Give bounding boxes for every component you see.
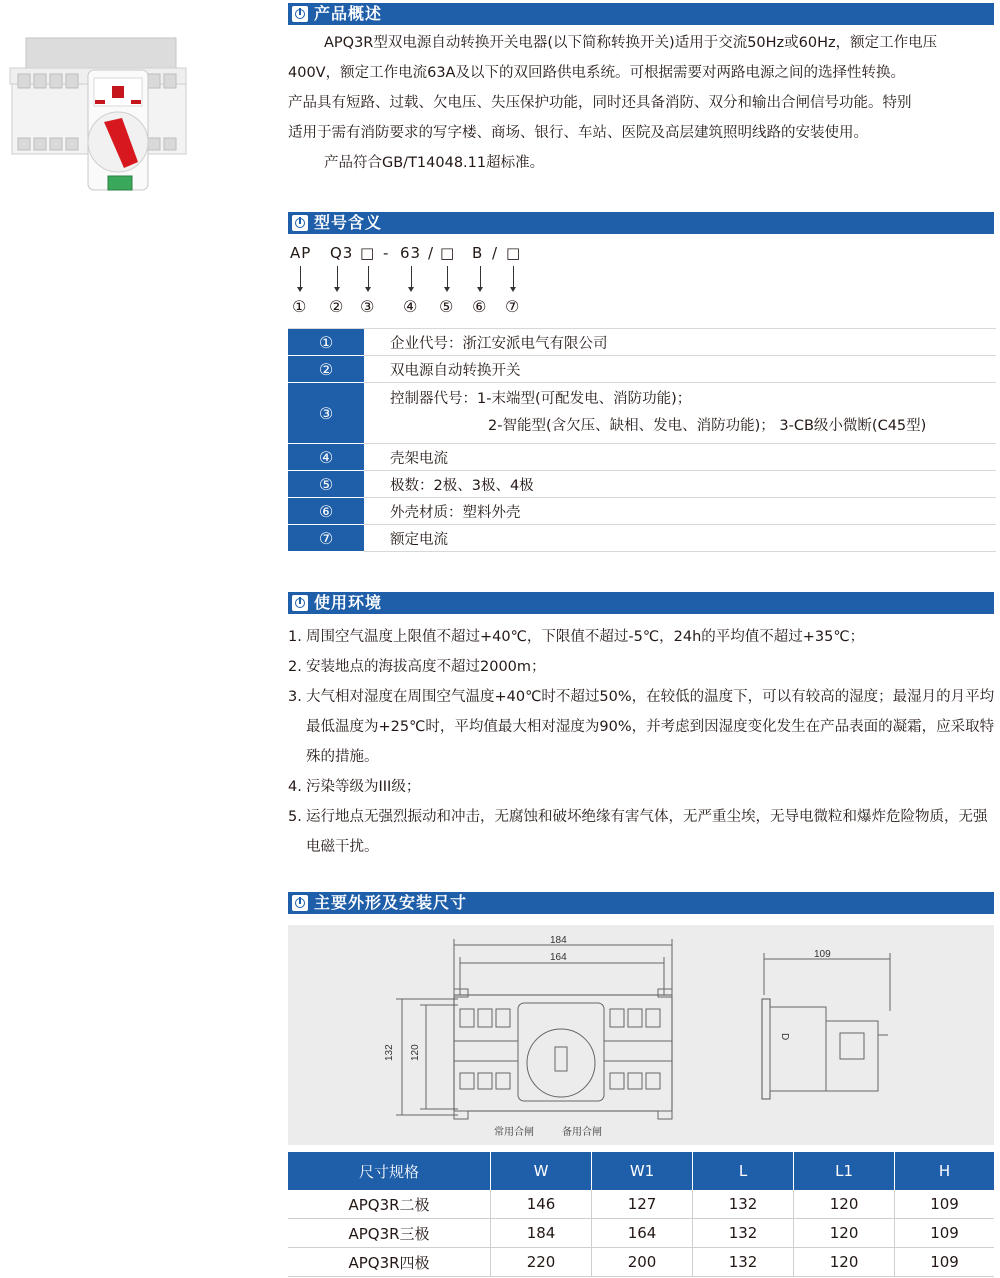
power-icon — [292, 895, 308, 911]
table-cell: 120 — [794, 1248, 895, 1277]
code-part: □ — [440, 244, 456, 262]
list-item — [288, 802, 1000, 862]
section-header-model — [288, 212, 994, 234]
section-header-dimensions — [288, 892, 994, 914]
code-part: □ — [506, 244, 522, 262]
section-header-overview — [288, 3, 994, 25]
arrow-down-icon — [337, 266, 338, 290]
table-cell: 132 — [693, 1219, 794, 1248]
list-item — [288, 772, 1000, 802]
table-cell: 164 — [592, 1219, 693, 1248]
row-number: ⑦ — [288, 525, 364, 552]
table-cell: APQ3R二极 — [288, 1190, 491, 1219]
row-description — [364, 383, 996, 444]
power-icon — [292, 215, 308, 231]
column-header: 尺寸规格 — [288, 1152, 491, 1190]
code-part: B — [472, 244, 484, 262]
section-title: 主要外形及安装尺寸 — [314, 893, 468, 912]
product-photo — [8, 30, 188, 200]
table-row — [288, 1190, 994, 1219]
item-number: 5. — [288, 809, 302, 825]
code-marker: ⑦ — [505, 297, 520, 316]
dim-width-outer: 184 — [550, 935, 567, 946]
code-part: - — [383, 244, 390, 262]
list-item — [288, 682, 1000, 772]
item-text: 周围空气温度上限值不超过+40℃，下限值不超过-5℃，24h的平均值不超过+35℃； — [306, 629, 865, 645]
table-cell: 220 — [491, 1248, 592, 1277]
table-cell: 109 — [895, 1190, 994, 1219]
item-text: 运行地点无强烈振动和冲击，无腐蚀和破坏绝缘有害气体，无严重尘埃，无导电微粒和爆炸危险物质，无强电磁干扰。 — [306, 809, 988, 855]
table-cell: 200 — [592, 1248, 693, 1277]
code-part: / — [492, 244, 499, 262]
arrow-down-icon — [480, 266, 481, 290]
code-part: AP — [290, 244, 312, 262]
row-description: 极数：2极、3极、4极 — [364, 471, 996, 498]
code-part: □ — [360, 244, 376, 262]
overview-line: APQ3R型双电源自动转换开关电器(以下简称转换开关)适用于交流50Hz或60Hz，额定工作电压 — [324, 35, 938, 51]
code-marker: ③ — [360, 297, 375, 316]
overview-line: 400V，额定工作电流63A及以下的双回路供电系统。可根据需要对两路电源之间的选择性转换。 — [288, 65, 905, 81]
overview-line: 产品具有短路、过载、欠电压、失压保护功能，同时还具备消防、双分和输出合闸信号功能。特别 — [288, 95, 912, 111]
item-text: 安装地点的海拔高度不超过2000m； — [306, 659, 546, 675]
table-header-row — [288, 1152, 994, 1190]
table-cell: 184 — [491, 1219, 592, 1248]
row-description-line: 2-智能型(含欠压、缺相、发电、消防功能)； 3-CB级小微断(C45型) — [488, 418, 927, 434]
dim-depth: 109 — [814, 949, 831, 960]
table-cell: APQ3R三极 — [288, 1219, 491, 1248]
table-cell: 120 — [794, 1219, 895, 1248]
code-marker: ④ — [403, 297, 418, 316]
table-row — [288, 1248, 994, 1277]
table-row — [288, 383, 996, 444]
table-row — [288, 525, 996, 552]
item-number: 4. — [288, 779, 302, 795]
item-text: 污染等级为III级； — [306, 779, 421, 795]
arrow-down-icon — [447, 266, 448, 290]
row-number: ② — [288, 356, 364, 383]
column-header: W — [491, 1152, 592, 1190]
power-icon — [292, 6, 308, 22]
section-title: 产品概述 — [314, 4, 383, 23]
row-number: ④ — [288, 444, 364, 471]
table-cell: 109 — [895, 1248, 994, 1277]
section-header-environment — [288, 592, 994, 614]
transfer-switch-illustration — [8, 30, 188, 200]
table-cell: 146 — [491, 1190, 592, 1219]
item-number: 1. — [288, 629, 302, 645]
table-row — [288, 444, 996, 471]
column-header: W1 — [592, 1152, 693, 1190]
dim-width-inner: 164 — [550, 952, 567, 963]
arrow-down-icon — [411, 266, 412, 290]
outline-drawing-svg — [288, 925, 994, 1145]
row-number: ⑥ — [288, 498, 364, 525]
dim-height-inner: 120 — [410, 1044, 421, 1061]
power-icon — [292, 595, 308, 611]
code-marker: ⑥ — [472, 297, 487, 316]
list-item — [288, 652, 1000, 682]
size-spec-table — [288, 1152, 994, 1277]
model-meaning-table — [288, 328, 996, 552]
side-letter: D — [779, 1033, 790, 1041]
code-marker: ⑤ — [439, 297, 454, 316]
row-description: 企业代号：浙江安派电气有限公司 — [364, 329, 996, 356]
list-item — [288, 622, 1000, 652]
section-title: 型号含义 — [314, 213, 383, 232]
dimension-drawing — [288, 925, 994, 1145]
item-number: 3. — [288, 689, 302, 705]
code-marker: ① — [292, 297, 307, 316]
row-number: ⑤ — [288, 471, 364, 498]
row-description-line: 控制器代号：1-末端型(可配发电、消防功能)； — [390, 391, 692, 407]
item-text: 大气相对湿度在周围空气温度+40℃时不超过50%，在较低的温度下，可以有较高的湿度；最湿月的月平均最低温度为+25℃时，平均值最大相对湿度为90%，并考虑到因湿度变化发生在产品表面的凝霜，应采取特殊的措施。 — [306, 689, 995, 765]
dim-height-outer: 132 — [384, 1044, 395, 1061]
overview-standard-line: 产品符合GB/T14048.11超标准。 — [324, 155, 545, 171]
table-row — [288, 1219, 994, 1248]
row-number: ① — [288, 329, 364, 356]
table-cell: 120 — [794, 1190, 895, 1219]
arrow-down-icon — [368, 266, 369, 290]
environment-list — [288, 622, 1000, 862]
table-row — [288, 356, 996, 383]
table-cell: 109 — [895, 1219, 994, 1248]
code-part: / — [428, 244, 435, 262]
column-header: H — [895, 1152, 994, 1190]
table-row — [288, 329, 996, 356]
arrow-down-icon — [300, 266, 301, 290]
table-cell: 132 — [693, 1248, 794, 1277]
table-row — [288, 498, 996, 525]
table-cell: APQ3R四极 — [288, 1248, 491, 1277]
table-cell: 127 — [592, 1190, 693, 1219]
table-row — [288, 471, 996, 498]
code-part: 63 — [400, 244, 422, 262]
row-number: ③ — [288, 383, 364, 444]
section-title: 使用环境 — [314, 593, 383, 612]
label-backup-close: 备用合闸 — [562, 1127, 602, 1138]
table-cell: 132 — [693, 1190, 794, 1219]
overview-line: 适用于需有消防要求的写字楼、商场、银行、车站、医院及高层建筑照明线路的安装使用。 — [288, 125, 868, 141]
row-description: 壳架电流 — [364, 444, 996, 471]
row-description: 外壳材质：塑料外壳 — [364, 498, 996, 525]
row-description: 双电源自动转换开关 — [364, 356, 996, 383]
item-number: 2. — [288, 659, 302, 675]
row-description: 额定电流 — [364, 525, 996, 552]
code-marker: ② — [329, 297, 344, 316]
overview-text — [288, 28, 996, 178]
label-normal-close: 常用合闸 — [494, 1127, 534, 1138]
arrow-down-icon — [513, 266, 514, 290]
column-header: L — [693, 1152, 794, 1190]
column-header: L1 — [794, 1152, 895, 1190]
code-part: Q3 — [330, 244, 354, 262]
